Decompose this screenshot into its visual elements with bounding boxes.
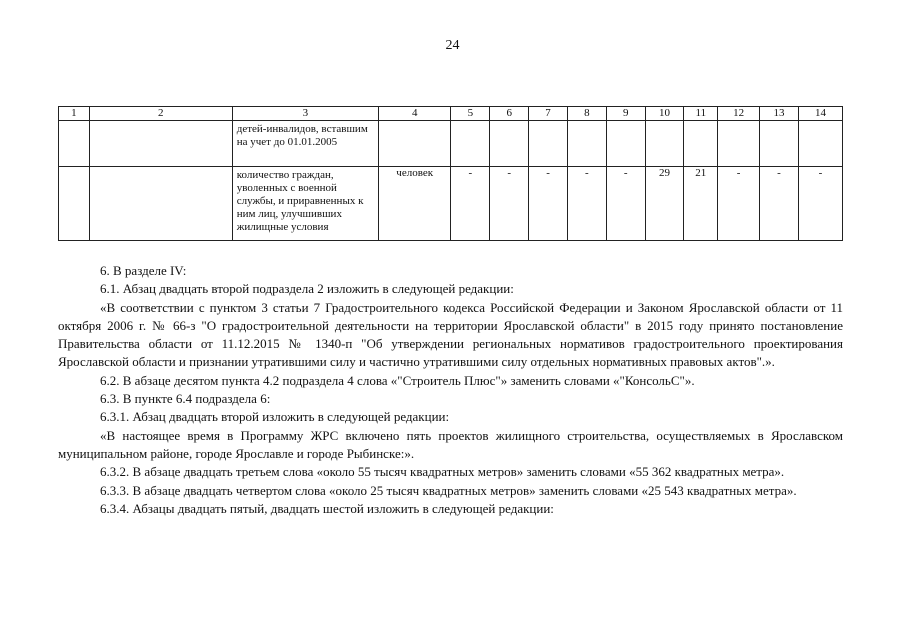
table-cell: - bbox=[606, 167, 645, 241]
paragraph: 6.1. Абзац двадцать второй подраздела 2 изложить в следующей редакции: bbox=[100, 281, 514, 297]
table-cell bbox=[606, 121, 645, 167]
table-cell: - bbox=[567, 167, 606, 241]
paragraph: 6.3. В пункте 6.4 подраздела 6: bbox=[100, 391, 271, 407]
paragraph: 6.3.2. В абзаце двадцать третьем слова «около 55 тысяч квадратных метров» заменить словами «55 362 квадратных метра». bbox=[100, 464, 785, 480]
table-cell bbox=[798, 121, 842, 167]
table-cell: - bbox=[718, 167, 760, 241]
table-cell bbox=[490, 121, 529, 167]
paragraph: «В соответствии с пунктом 3 статьи 7 Градостроительного кодекса Российской Федерации и Законом Ярославской области от 11 октября 2006 г. № 66-з "О градостроительной деятельности на территории Ярославской области" в 2015 году принято постановление Правительства области от 11.12.2015 № 1340-п "Об утверждении региональных нормативов градостроительного проектирования Ярославской области и признании утратившими силу и частично утратившими силу отдельных нормативных правовых актов".». bbox=[58, 299, 843, 370]
table-cell bbox=[567, 121, 606, 167]
paragraph: 6. В разделе IV: bbox=[100, 263, 187, 278]
column-header: 8 bbox=[567, 107, 606, 121]
column-header: 5 bbox=[451, 107, 490, 121]
table-cell: 29 bbox=[645, 167, 684, 241]
table-header-row bbox=[59, 107, 843, 121]
paragraph: 6.3.3. В абзаце двадцать четвертом слова «около 25 тысяч квадратных метров» заменить словами «25 543 квадратных метра». bbox=[100, 482, 797, 498]
column-header: 9 bbox=[606, 107, 645, 121]
table-cell bbox=[684, 121, 718, 167]
column-header: 4 bbox=[378, 107, 451, 121]
paragraph: 6.3.4. Абзацы двадцать пятый, двадцать шестой изложить в следующей редакции: bbox=[100, 500, 554, 516]
table-cell bbox=[59, 167, 90, 241]
table-row bbox=[59, 167, 843, 241]
data-table bbox=[58, 106, 843, 241]
paragraph: 6.3.1. Абзац двадцать второй изложить в следующей редакции: bbox=[100, 409, 450, 425]
table-row bbox=[59, 121, 843, 167]
column-header: 14 bbox=[798, 107, 842, 121]
table-cell bbox=[760, 121, 799, 167]
column-header: 13 bbox=[760, 107, 799, 121]
table-cell-description: количество граждан, уволенных с военной службы, и приравненных к ним лиц, улучшивших жилищные условия bbox=[232, 167, 378, 241]
table-cell bbox=[378, 121, 451, 167]
table-cell bbox=[89, 121, 232, 167]
column-header: 10 bbox=[645, 107, 684, 121]
table-cell bbox=[529, 121, 568, 167]
table-cell bbox=[718, 121, 760, 167]
table-cell-unit: человек bbox=[378, 167, 451, 241]
column-header: 7 bbox=[529, 107, 568, 121]
column-header: 2 bbox=[89, 107, 232, 121]
page-number: 24 bbox=[445, 38, 460, 53]
table-cell: - bbox=[798, 167, 842, 241]
table-cell: 21 bbox=[684, 167, 718, 241]
column-header: 3 bbox=[232, 107, 378, 121]
table-cell bbox=[645, 121, 684, 167]
table-cell: - bbox=[760, 167, 799, 241]
table-cell bbox=[451, 121, 490, 167]
table-cell-description: детей-инвалидов, вставшим на учет до 01.01.2005 bbox=[232, 121, 378, 167]
document-body bbox=[58, 262, 843, 518]
column-header: 12 bbox=[718, 107, 760, 121]
table-cell: - bbox=[529, 167, 568, 241]
table-cell bbox=[89, 167, 232, 241]
table-cell: - bbox=[490, 167, 529, 241]
paragraph: 6.2. В абзаце десятом пункта 4.2 подраздела 4 слова «"Строитель Плюс"» заменить словами «"КонсольС"». bbox=[100, 372, 695, 388]
table-cell bbox=[59, 121, 90, 167]
paragraph: «В настоящее время в Программу ЖРС включено пять проектов жилищного строительства, осуществляемых в Ярославском муниципальном районе, городе Ярославле и городе Рыбинске:». bbox=[58, 427, 843, 461]
column-header: 6 bbox=[490, 107, 529, 121]
column-header: 11 bbox=[684, 107, 718, 121]
column-header: 1 bbox=[59, 107, 90, 121]
table-cell: - bbox=[451, 167, 490, 241]
